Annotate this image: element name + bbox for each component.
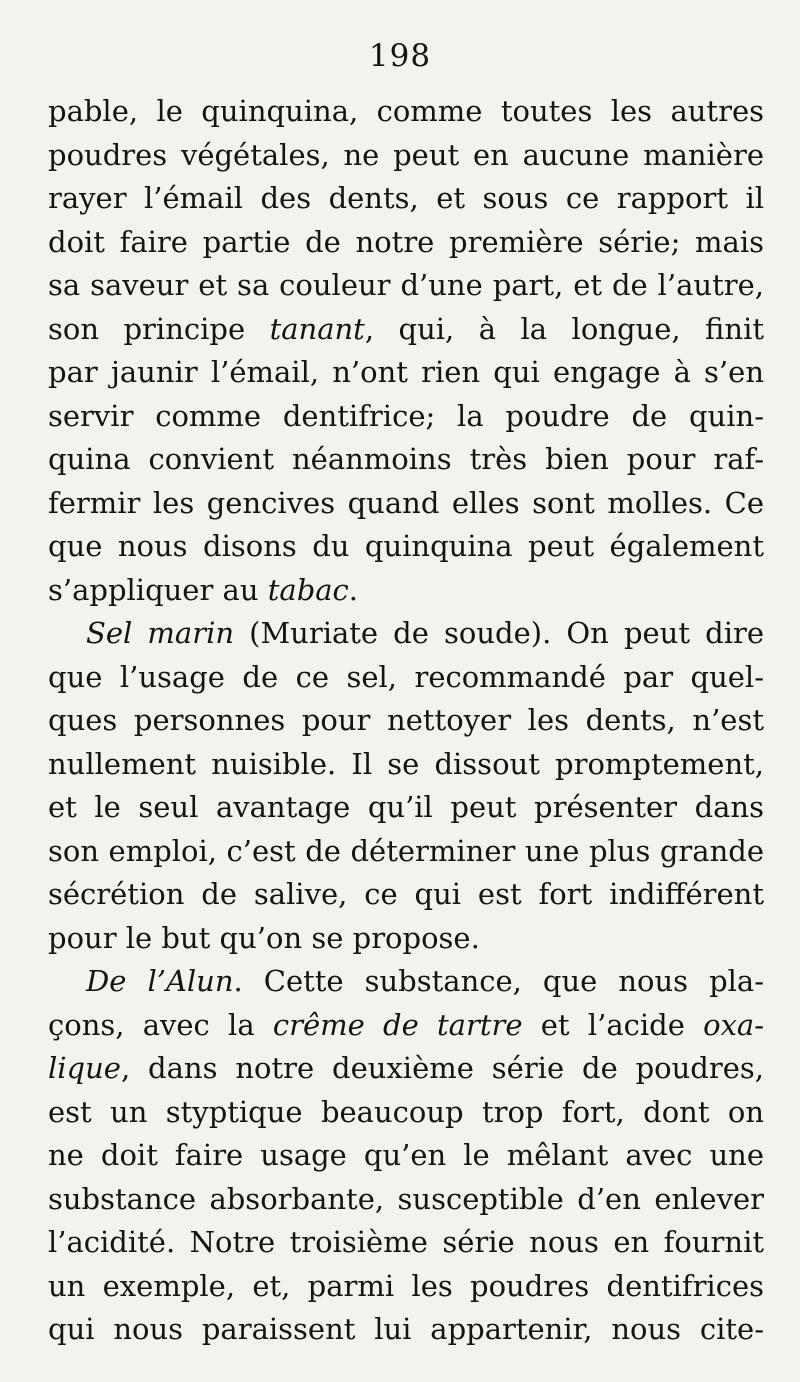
italic-text: tanant bbox=[269, 311, 365, 346]
text-run: ques personnes pour nettoyer les dents, n’est bbox=[48, 703, 764, 737]
text-run: par jaunir l’émail, n’ont rien qui engage à s’en bbox=[48, 355, 764, 389]
text-run: est un styptique beaucoup trop fort, dont on bbox=[48, 1094, 764, 1129]
text-line bbox=[48, 1221, 764, 1265]
text-line bbox=[48, 1134, 764, 1178]
text-run: un exemple, et, parmi les poudres dentifrices bbox=[48, 1268, 764, 1303]
text-run: sécrétion de salive, ce qui est fort indifférent bbox=[48, 877, 764, 911]
text-run: qui nous paraissent lui appartenir, nous cite- bbox=[48, 1312, 764, 1346]
text-line bbox=[48, 1004, 764, 1048]
text-run: (Muriate de soude). On peut dire bbox=[234, 616, 764, 650]
italic-text: oxa- bbox=[703, 1007, 765, 1042]
text-line bbox=[48, 830, 764, 874]
text-run: pour le but qu’on se propose. bbox=[48, 920, 480, 955]
text-line bbox=[48, 351, 764, 395]
text-line bbox=[48, 1047, 764, 1091]
text-run: fermir les gencives quand elles sont molles. Ce bbox=[48, 485, 764, 520]
text-run: son principe bbox=[48, 311, 270, 346]
text-run: . Cette substance, que nous pla- bbox=[233, 964, 764, 998]
text-line bbox=[48, 177, 764, 221]
text-line bbox=[48, 438, 764, 482]
text-run: l’acidité. Notre troisième série nous en fournit bbox=[48, 1225, 764, 1259]
text-line bbox=[48, 917, 764, 961]
text-line bbox=[48, 786, 764, 830]
page-number: 198 bbox=[368, 38, 432, 74]
italic-text: tabac bbox=[267, 572, 349, 607]
text-run: servir comme dentifrice; la poudre de quin- bbox=[48, 398, 764, 433]
text-run: doit faire partie de notre première série; mais bbox=[48, 224, 764, 259]
text-line bbox=[48, 134, 764, 178]
text-line bbox=[48, 1265, 764, 1309]
italic-text: crême de tartre bbox=[272, 1007, 523, 1042]
text-line bbox=[48, 743, 764, 787]
text-line bbox=[48, 873, 764, 917]
text-line bbox=[48, 221, 764, 265]
italic-text: Sel marin bbox=[86, 616, 235, 650]
text-line bbox=[48, 264, 764, 308]
text-line bbox=[48, 308, 764, 352]
text-line bbox=[48, 1308, 764, 1352]
text-line bbox=[48, 656, 764, 700]
text-run: quina convient néanmoins très bien pour raf- bbox=[48, 442, 764, 476]
text-run: substance absorbante, susceptible d’en enlever bbox=[48, 1181, 764, 1216]
text-line bbox=[48, 569, 764, 613]
text-run: poudres végétales, ne peut en aucune manière bbox=[48, 137, 764, 172]
text-line bbox=[48, 90, 764, 134]
text-line bbox=[48, 1091, 764, 1135]
text-run: nullement nuisible. Il se dissout promptement, bbox=[48, 746, 764, 781]
italic-text: De l’Alun bbox=[86, 964, 234, 998]
text-run: ne doit faire usage qu’en le mêlant avec une bbox=[48, 1138, 764, 1172]
text-run: . bbox=[348, 572, 359, 607]
text-line bbox=[48, 699, 764, 743]
text-run: son emploi, c’est de déterminer une plus grande bbox=[48, 833, 764, 868]
text-line bbox=[48, 1178, 764, 1222]
text-run: çons, avec la bbox=[48, 1007, 273, 1042]
text-line bbox=[48, 612, 764, 656]
body-text bbox=[48, 90, 764, 1352]
text-run: , qui, à la longue, finit bbox=[364, 311, 764, 346]
text-run: rayer l’émail des dents, et sous ce rapport il bbox=[48, 181, 764, 215]
text-run: s’appliquer au bbox=[48, 572, 268, 607]
text-line bbox=[48, 395, 764, 439]
italic-text: lique bbox=[48, 1051, 121, 1085]
text-line bbox=[48, 482, 764, 526]
text-run: et l’acide bbox=[522, 1007, 704, 1042]
text-line bbox=[48, 960, 764, 1004]
text-run: , dans notre deuxième série de poudres, bbox=[120, 1051, 764, 1085]
text-run: sa saveur et sa couleur d’une part, et de l’autre, bbox=[48, 268, 764, 302]
text-run: que l’usage de ce sel, recommandé par quel- bbox=[48, 659, 764, 694]
text-run: pable, le quinquina, comme toutes les autres bbox=[48, 94, 764, 128]
text-run: et le seul avantage qu’il peut présenter dans bbox=[48, 790, 764, 824]
text-run: que nous disons du quinquina peut également bbox=[48, 529, 764, 563]
text-line bbox=[48, 525, 764, 569]
